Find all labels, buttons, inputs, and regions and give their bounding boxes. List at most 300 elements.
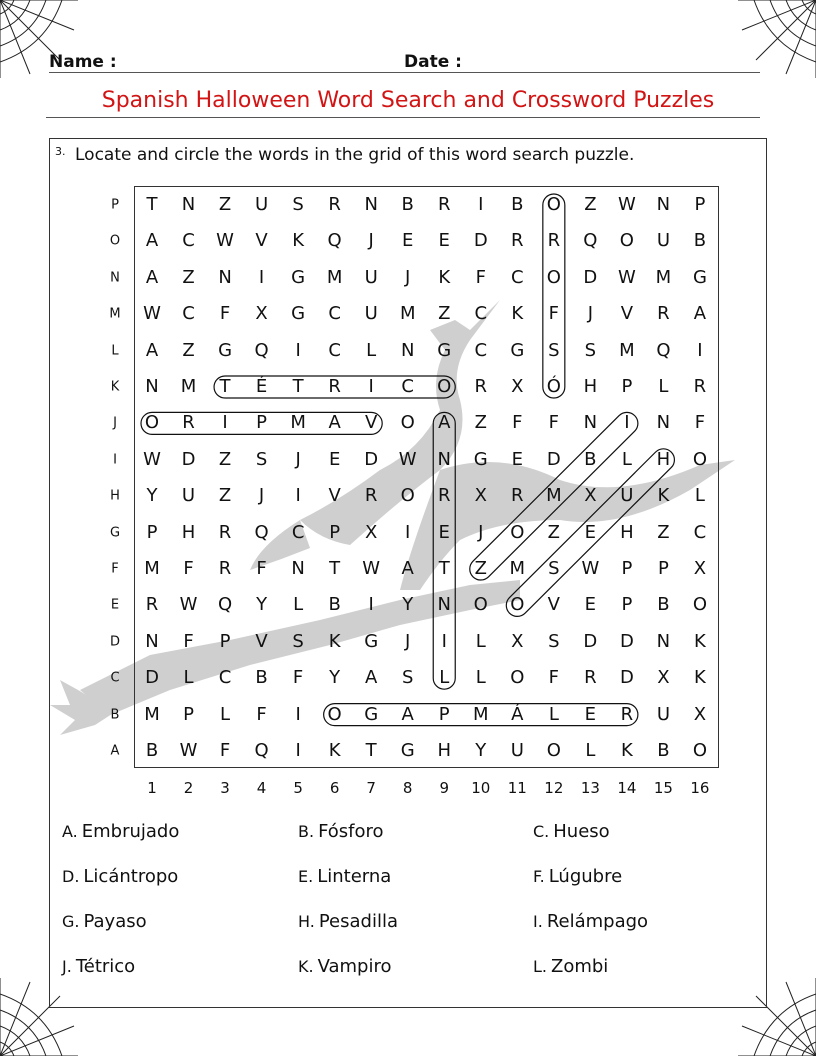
grid-cell[interactable]: W [179, 740, 198, 761]
grid-cell[interactable]: O [546, 266, 561, 288]
row-label: M [109, 306, 121, 322]
grid-cell[interactable]: R [620, 703, 634, 725]
grid-cell[interactable]: P [146, 521, 158, 543]
grid-cell[interactable]: X [511, 376, 524, 397]
grid-cell[interactable]: W [216, 230, 234, 252]
grid-cell[interactable]: N [291, 558, 305, 579]
grid-cell[interactable]: B [255, 667, 268, 689]
grid-cell[interactable]: Z [474, 558, 487, 579]
word-list-item [533, 866, 622, 887]
grid-cell[interactable]: I [405, 521, 411, 543]
grid-cell[interactable]: S [548, 339, 560, 361]
grid-cell[interactable]: P [329, 521, 341, 543]
column-label: 6 [329, 779, 340, 797]
grid-cell[interactable]: M [546, 485, 562, 507]
grid-cell[interactable]: O [400, 412, 415, 434]
grid-cell[interactable]: H [620, 521, 634, 543]
grid-cell[interactable]: O [510, 594, 525, 616]
grid-cell[interactable]: G [364, 703, 379, 725]
grid-cell[interactable]: M [509, 558, 526, 579]
grid-cell[interactable]: O [473, 594, 488, 616]
grid-cell[interactable]: L [694, 485, 705, 507]
grid-cell[interactable]: R [218, 558, 232, 579]
grid-cell[interactable]: L [621, 448, 632, 470]
grid-cell[interactable]: G [400, 740, 415, 761]
grid-cell[interactable]: Q [217, 594, 233, 616]
grid-cell[interactable]: J [295, 448, 301, 470]
grid-cell[interactable]: M [180, 376, 197, 397]
grid-cell[interactable]: A [693, 303, 707, 325]
grid-cell[interactable]: K [438, 266, 451, 288]
grid-cell[interactable]: G [510, 339, 525, 361]
grid-cell[interactable]: I [295, 339, 301, 361]
grid-cell[interactable]: W [179, 594, 198, 616]
grid-cell[interactable]: F [548, 667, 559, 689]
grid-cell[interactable]: W [362, 558, 381, 579]
grid-cell[interactable]: B [657, 740, 670, 761]
grid-cell[interactable]: A [401, 558, 414, 579]
grid-cell[interactable]: G [692, 266, 707, 288]
grid-cell[interactable]: R [328, 194, 341, 215]
grid-cell[interactable]: F [694, 412, 706, 434]
grid-cell[interactable]: K [694, 630, 706, 652]
grid-cell[interactable]: I [295, 740, 301, 761]
grid-cell[interactable]: T [329, 558, 341, 579]
grid-cell[interactable]: C [474, 339, 488, 361]
grid-cell[interactable]: R [364, 485, 378, 507]
grid-cell[interactable]: R [328, 376, 341, 397]
grid-cell[interactable]: E [584, 594, 597, 616]
row-label: A [110, 743, 120, 759]
word-text: Fósforo [318, 821, 384, 842]
word-text: Tétrico [75, 956, 136, 977]
grid-cell[interactable]: J [258, 485, 265, 507]
grid-cell[interactable]: U [656, 230, 670, 252]
grid-cell[interactable]: X [511, 630, 524, 652]
highlight-relámpago [324, 704, 638, 726]
grid-cell[interactable]: L [658, 376, 669, 397]
grid-cell[interactable]: R [437, 485, 451, 507]
word-text: Zombi [551, 956, 609, 977]
grid-cell[interactable]: O [400, 485, 415, 507]
grid-cell[interactable]: D [181, 448, 196, 470]
name-label: Name : [49, 52, 117, 72]
grid-cell[interactable]: V [328, 485, 341, 507]
grid-cell[interactable]: E [584, 703, 597, 725]
grid-cell[interactable]: G [291, 303, 306, 325]
grid-cell[interactable]: K [511, 303, 524, 325]
grid-cell[interactable]: L [548, 703, 559, 725]
word-letter: K. [298, 957, 314, 976]
grid-cell[interactable]: É [255, 376, 268, 397]
grid-cell[interactable]: N [656, 194, 671, 215]
row-label: J [113, 415, 117, 431]
grid-cell[interactable]: Z [218, 194, 232, 215]
grid-cell[interactable]: L [293, 594, 304, 616]
grid-cell[interactable]: N [400, 339, 415, 361]
grid-cell[interactable]: E [438, 521, 450, 543]
grid-cell[interactable]: O [327, 703, 342, 725]
grid-cell[interactable]: I [697, 339, 703, 361]
grid-cell[interactable]: M [326, 266, 343, 288]
grid-cell[interactable]: D [583, 630, 598, 652]
grid-cell[interactable]: C [401, 376, 414, 397]
question-number: 3. [55, 145, 66, 158]
grid-cell[interactable]: S [584, 339, 597, 361]
grid-cell[interactable]: M [619, 339, 635, 361]
column-label: 14 [617, 779, 637, 797]
grid-cell[interactable]: R [693, 376, 707, 397]
grid-cell[interactable]: I [441, 630, 447, 652]
grid-cell[interactable]: R [437, 194, 451, 215]
grid-cell[interactable]: X [474, 485, 487, 507]
grid-cell[interactable]: U [364, 303, 378, 325]
grid-cell[interactable]: R [657, 303, 670, 325]
grid-cell[interactable]: T [292, 376, 304, 397]
grid-cell[interactable]: S [548, 630, 560, 652]
word-text: Hueso [553, 821, 610, 842]
grid-cell[interactable]: R [145, 594, 159, 616]
grid-cell[interactable]: W [617, 266, 636, 288]
grid-cell[interactable]: L [585, 740, 596, 761]
grid-cell[interactable]: I [368, 594, 374, 616]
grid-cell[interactable]: Z [547, 521, 560, 543]
grid-cell[interactable]: C [218, 667, 232, 689]
grid-cell[interactable]: I [624, 412, 630, 434]
grid-cell[interactable]: X [693, 703, 707, 725]
grid-cell[interactable]: E [438, 230, 450, 252]
grid-cell[interactable]: P [657, 558, 669, 579]
grid-cell[interactable]: C [328, 303, 341, 325]
grid-cell[interactable]: F [475, 266, 486, 288]
word-letter: D. [62, 867, 80, 886]
grid-cell[interactable]: D [473, 230, 488, 252]
word-letter: L. [533, 957, 547, 976]
grid-cell[interactable]: K [620, 740, 633, 761]
grid-cell[interactable]: D [619, 630, 634, 652]
grid-cell[interactable]: M [399, 303, 416, 325]
grid-cell[interactable]: P [438, 703, 450, 725]
grid-cell[interactable]: B [401, 194, 414, 215]
word-text: Relámpago [546, 911, 649, 932]
grid-cell[interactable]: B [511, 194, 524, 215]
grid-cell[interactable]: W [581, 558, 600, 579]
grid-cell[interactable]: O [437, 376, 452, 397]
grid-cell[interactable]: F [183, 558, 194, 579]
grid-cell[interactable]: W [143, 448, 161, 470]
grid-cell[interactable]: A [145, 230, 159, 252]
grid-cell[interactable]: H [583, 376, 598, 397]
grid-cell[interactable]: C [693, 521, 707, 543]
grid-cell[interactable]: R [547, 230, 561, 252]
grid-cell[interactable]: N [145, 376, 159, 397]
grid-cell[interactable]: P [621, 376, 633, 397]
grid-cell[interactable]: T [438, 558, 450, 579]
grid-cell[interactable]: B [584, 448, 597, 470]
grid-cell[interactable]: I [258, 266, 265, 288]
grid-cell[interactable]: Z [657, 521, 670, 543]
grid-cell[interactable]: O [546, 194, 561, 215]
grid-cell[interactable]: Y [146, 485, 158, 507]
grid-cell[interactable]: R [584, 667, 597, 689]
grid-cell[interactable]: B [693, 230, 707, 252]
grid-cell[interactable]: P [621, 558, 633, 579]
column-label: 4 [256, 779, 267, 797]
grid-cell[interactable]: D [546, 448, 561, 470]
grid-cell[interactable]: Z [218, 485, 232, 507]
word-list-item [62, 956, 135, 977]
grid-cell[interactable]: H [656, 448, 671, 470]
grid-cell[interactable]: X [657, 667, 670, 689]
grid-cell[interactable]: E [584, 521, 597, 543]
grid-cell[interactable]: J [405, 266, 411, 288]
grid-cell[interactable]: P [694, 194, 706, 215]
grid-cell[interactable]: I [368, 376, 374, 397]
column-label: 16 [690, 779, 710, 797]
grid-cell[interactable]: I [478, 194, 484, 215]
grid-cell[interactable]: E [328, 448, 341, 470]
grid-cell[interactable]: Z [218, 448, 232, 470]
grid-cell[interactable]: E [402, 230, 414, 252]
grid-cell[interactable]: N [583, 412, 598, 434]
grid-cell[interactable]: Y [475, 740, 487, 761]
grid-cell[interactable]: C [182, 303, 195, 325]
grid-cell[interactable]: Z [182, 339, 195, 361]
grid-cell[interactable]: F [548, 303, 559, 325]
word-text: Licántropo [83, 866, 179, 887]
grid-cell[interactable]: O [692, 448, 708, 470]
grid-cell[interactable]: Z [474, 412, 487, 434]
grid-cell[interactable]: C [291, 521, 305, 543]
grid-cell[interactable]: S [255, 448, 268, 470]
grid-cell[interactable]: I [295, 703, 301, 725]
grid-cell[interactable]: Q [656, 339, 671, 361]
grid-cell[interactable]: O [692, 740, 708, 761]
grid-cell[interactable]: J [587, 303, 594, 325]
grid-cell[interactable]: O [692, 594, 708, 616]
grid-cell[interactable]: I [222, 412, 228, 434]
grid-cell[interactable]: F [548, 412, 559, 434]
grid-cell[interactable]: J [478, 521, 484, 543]
grid-cell[interactable]: T [365, 740, 377, 761]
grid-cell[interactable]: X [365, 521, 378, 543]
grid-cell[interactable]: E [511, 448, 523, 470]
grid-cell[interactable]: Z [438, 303, 451, 325]
grid-cell[interactable]: B [328, 594, 341, 616]
grid-cell[interactable]: N [181, 194, 196, 215]
grid-cell[interactable]: M [655, 266, 672, 288]
grid-cell[interactable]: O [619, 230, 634, 252]
grid-cell[interactable]: L [475, 630, 486, 652]
grid-cell[interactable]: A [438, 412, 451, 434]
grid-cell[interactable]: I [295, 485, 301, 507]
grid-cell[interactable]: L [439, 667, 450, 689]
grid-cell[interactable]: T [146, 194, 158, 215]
highlight-hueso [502, 444, 679, 621]
grid-cell[interactable]: K [694, 667, 706, 689]
grid-cell[interactable]: O [510, 667, 525, 689]
grid-cell[interactable]: F [256, 558, 267, 579]
grid-cell[interactable]: C [182, 230, 195, 252]
grid-cell[interactable]: N [145, 630, 159, 652]
grid-cell[interactable]: L [220, 703, 231, 725]
grid-cell[interactable]: Q [583, 230, 598, 252]
grid-cell[interactable]: A [365, 667, 378, 689]
grid-cell[interactable]: F [183, 630, 194, 652]
grid-cell[interactable]: A [401, 703, 414, 725]
grid-cell[interactable]: M [144, 703, 160, 725]
grid-cell[interactable]: G [291, 266, 306, 288]
grid-cell[interactable]: Z [584, 194, 597, 215]
grid-cell[interactable]: P [256, 412, 267, 434]
grid-cell[interactable]: P [183, 703, 194, 725]
grid-cell[interactable]: N [364, 194, 378, 215]
grid-cell[interactable]: Y [329, 667, 341, 689]
highlight-zombi [465, 408, 642, 585]
word-text: Embrujado [81, 821, 180, 842]
grid-cell[interactable]: D [619, 667, 634, 689]
grid-cell[interactable]: V [255, 230, 268, 252]
word-list-item [298, 956, 392, 977]
grid-cell[interactable]: W [617, 194, 636, 215]
grid-cell[interactable]: S [292, 630, 304, 652]
grid-cell[interactable]: V [620, 303, 634, 325]
grid-cell[interactable]: W [398, 448, 417, 470]
grid-cell[interactable]: N [656, 630, 671, 652]
grid-cell[interactable]: Y [256, 594, 268, 616]
word-list-item [298, 866, 391, 887]
grid-cell[interactable]: H [437, 740, 451, 761]
column-label: 2 [183, 779, 194, 797]
grid-cell[interactable]: O [546, 740, 561, 761]
grid-cell[interactable]: L [475, 667, 486, 689]
word-text: Pesadilla [318, 911, 398, 932]
grid-cell[interactable]: M [290, 412, 306, 434]
grid-cell[interactable]: N [437, 448, 451, 470]
grid-cell[interactable]: K [292, 230, 305, 252]
row-label: C [110, 670, 120, 686]
grid-cell[interactable]: N [218, 266, 232, 288]
grid-cell[interactable]: Ó [546, 376, 561, 397]
grid-cell[interactable]: L [183, 667, 194, 689]
grid-cell[interactable]: U [181, 485, 196, 507]
grid-cell[interactable]: R [511, 230, 524, 252]
row-label: I [113, 452, 117, 468]
grid-cell[interactable]: U [620, 485, 634, 507]
grid-cell[interactable]: F [219, 303, 231, 325]
grid-cell[interactable]: X [255, 303, 268, 325]
word-list-item [298, 911, 398, 932]
grid-cell[interactable]: R [474, 376, 488, 397]
grid-cell[interactable]: J [405, 630, 411, 652]
grid-cell[interactable]: F [512, 412, 523, 434]
grid-cell[interactable]: S [401, 667, 414, 689]
grid-cell[interactable]: X [693, 558, 707, 579]
grid-cell[interactable]: G [437, 339, 452, 361]
grid-cell[interactable]: G [473, 448, 488, 470]
grid-cell[interactable]: Y [402, 594, 414, 616]
grid-cell[interactable]: Q [254, 521, 269, 543]
grid-cell[interactable]: C [328, 339, 341, 361]
grid-cell[interactable]: A [328, 412, 341, 434]
grid-cell[interactable]: V [547, 594, 560, 616]
grid-cell[interactable]: R [218, 521, 232, 543]
grid-cell[interactable]: Z [182, 266, 195, 288]
grid-cell[interactable]: W [143, 303, 161, 325]
column-label: 11 [507, 779, 527, 797]
row-label: D [109, 634, 120, 650]
grid-cell[interactable]: U [254, 194, 269, 215]
grid-cell[interactable]: G [364, 630, 379, 652]
grid-cell[interactable]: Q [254, 740, 269, 761]
grid-cell[interactable]: B [145, 740, 159, 761]
grid-cell[interactable]: F [256, 703, 267, 725]
grid-cell[interactable]: H [181, 521, 196, 543]
grid-cell[interactable]: R [511, 485, 524, 507]
grid-cell[interactable]: V [255, 630, 268, 652]
grid-cell[interactable]: B [657, 594, 670, 616]
row-label: O [109, 233, 121, 249]
grid-cell[interactable]: T [219, 376, 231, 397]
word-letter: G. [62, 912, 80, 931]
grid-cell[interactable]: X [584, 485, 597, 507]
grid-cell[interactable]: N [656, 412, 671, 434]
row-label: B [110, 707, 120, 723]
grid-cell[interactable]: P [621, 594, 633, 616]
word-letter: E. [298, 867, 314, 886]
grid-cell[interactable]: U [656, 703, 670, 725]
grid-cell[interactable]: R [182, 412, 195, 434]
grid-cell[interactable]: K [328, 740, 341, 761]
grid-cell[interactable]: V [365, 412, 378, 434]
grid-cell[interactable]: A [145, 266, 159, 288]
grid-cell[interactable]: U [364, 266, 378, 288]
column-label: 9 [439, 779, 449, 797]
grid-cell[interactable]: Q [254, 339, 269, 361]
grid-cell[interactable]: J [368, 230, 374, 252]
grid-cell[interactable]: M [144, 558, 160, 579]
grid-cell[interactable]: D [364, 448, 379, 470]
grid-cell[interactable]: M [473, 703, 489, 725]
grid-cell[interactable]: N [437, 594, 451, 616]
grid-cell[interactable]: K [328, 630, 341, 652]
grid-cell[interactable]: P [219, 630, 231, 652]
grid-cell[interactable]: Q [327, 230, 342, 252]
grid-cell[interactable]: F [292, 667, 304, 689]
grid-cell[interactable]: K [657, 485, 670, 507]
grid-cell[interactable]: G [218, 339, 233, 361]
grid-cell[interactable]: U [510, 740, 524, 761]
grid-cell[interactable]: C [474, 303, 488, 325]
word-text: Vampiro [317, 956, 392, 977]
grid-cell[interactable]: D [145, 667, 159, 689]
row-label: P [111, 197, 119, 213]
grid-cell[interactable]: O [510, 521, 525, 543]
word-text: Linterna [317, 866, 392, 887]
row-label: K [110, 379, 120, 395]
grid-cell[interactable]: O [144, 412, 160, 434]
word-list-item [62, 821, 179, 842]
grid-cell[interactable]: S [548, 558, 560, 579]
grid-cell[interactable]: L [366, 339, 377, 361]
grid-cell[interactable]: Á [511, 703, 524, 725]
grid-cell[interactable]: A [145, 339, 159, 361]
grid-cell[interactable]: C [511, 266, 524, 288]
grid-cell[interactable]: D [583, 266, 598, 288]
grid-cell[interactable]: S [292, 194, 304, 215]
grid-cell[interactable]: F [219, 740, 231, 761]
date-label: Date : [404, 52, 462, 72]
